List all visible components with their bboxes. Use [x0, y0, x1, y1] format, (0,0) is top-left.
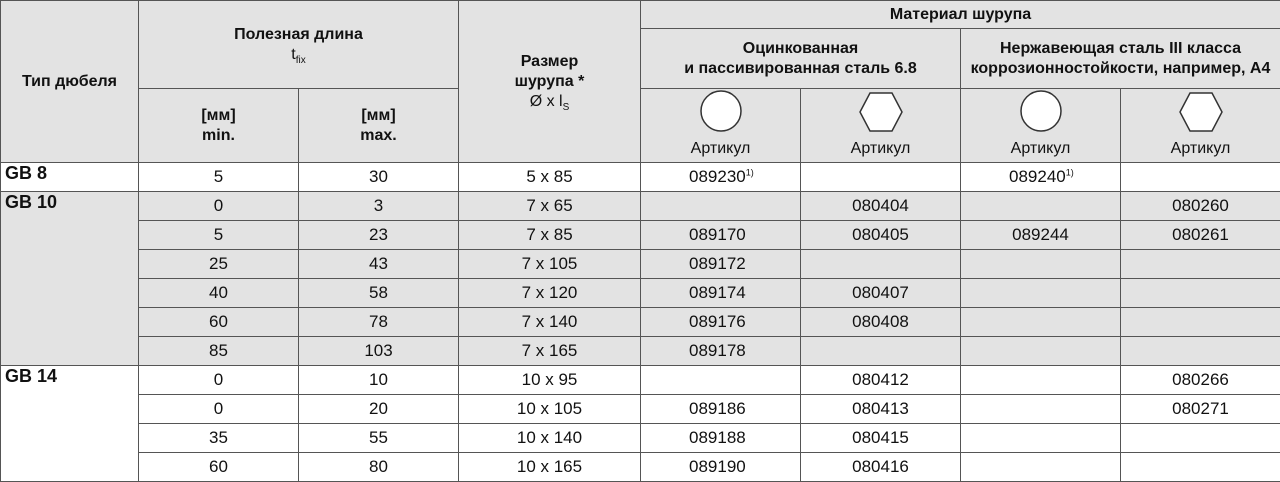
size-cell: 7 x 140 — [459, 308, 641, 337]
size-cell: 7 x 165 — [459, 337, 641, 366]
screw-size-line1: Размер — [520, 52, 579, 70]
ss-hex-cell — [1121, 250, 1280, 279]
size-cell: 7 x 65 — [459, 192, 641, 221]
max-unit: [мм] — [361, 106, 396, 124]
size-cell: 7 x 120 — [459, 279, 641, 308]
table-row — [1, 250, 1280, 279]
table-row — [1, 366, 1280, 395]
dowel-type: GB 14 — [1, 366, 139, 482]
ss-hex-cell — [1121, 279, 1280, 308]
round-head-icon — [1019, 89, 1063, 133]
zinc-steel-header — [641, 29, 961, 89]
min-cell: 25 — [139, 250, 299, 279]
zinc-hex-cell — [801, 250, 961, 279]
ss-hex-cell — [1121, 308, 1280, 337]
screw-size-line3: Ø x $l_S$ — [529, 92, 570, 113]
max-cell: 55 — [299, 424, 459, 453]
ss-round-cell — [961, 279, 1121, 308]
ss-round-cell: 089240$^{1)}$ — [961, 163, 1121, 192]
zinc-round-cell: 089174 — [641, 279, 801, 308]
size-cell: 10 x 140 — [459, 424, 641, 453]
zinc-hex-cell: 080404 — [801, 192, 961, 221]
table-row — [1, 424, 1280, 453]
ss-round-cell — [961, 395, 1121, 424]
zinc-round-cell: 089188 — [641, 424, 801, 453]
zinc-round-cell: 089178 — [641, 337, 801, 366]
max-cell: 103 — [299, 337, 459, 366]
stainless-line2: коррозионностойкости, например, А4 — [970, 59, 1271, 77]
table-row — [1, 337, 1280, 366]
max-cell: 43 — [299, 250, 459, 279]
ss-round-cell: 089244 — [961, 221, 1121, 250]
table-row — [1, 308, 1280, 337]
zinc-round-cell: 089190 — [641, 453, 801, 482]
zinc-hex-cell — [801, 163, 961, 192]
article-label: Артикул — [690, 140, 751, 157]
ss-round-cell — [961, 192, 1121, 221]
ss-hex-cell: 080261 — [1121, 221, 1280, 250]
screw-size-header — [459, 1, 641, 163]
min-cell: 60 — [139, 453, 299, 482]
article-label: Артикул — [850, 140, 911, 157]
zinc-round-cell: 089230$^{1)}$ — [641, 163, 801, 192]
ss-hex-cell — [1121, 337, 1280, 366]
stainless-line1: Нержавеющая сталь III класса — [999, 39, 1242, 57]
article-label: Артикул — [1170, 140, 1231, 157]
max-cell: 80 — [299, 453, 459, 482]
zinc-hex-cell: 080408 — [801, 308, 961, 337]
dowel-type: GB 10 — [1, 192, 139, 366]
zinc-hex-cell: 080413 — [801, 395, 961, 424]
material-header: Материал шурупа — [641, 1, 1280, 29]
length-symbol: $t_{fix}$ — [291, 45, 306, 66]
ss-round-header — [961, 89, 1121, 163]
size-cell: 10 x 165 — [459, 453, 641, 482]
zinc-round-cell — [641, 192, 801, 221]
stainless-steel-header — [961, 29, 1280, 89]
min-label: min. — [202, 126, 235, 144]
ss-round-cell — [961, 308, 1121, 337]
min-cell: 5 — [139, 221, 299, 250]
min-cell: 85 — [139, 337, 299, 366]
ss-round-cell — [961, 453, 1121, 482]
ss-hex-header — [1121, 89, 1280, 163]
table-row — [1, 192, 1280, 221]
min-cell: 0 — [139, 192, 299, 221]
table-row — [1, 163, 1280, 192]
zinc-hex-cell: 080407 — [801, 279, 961, 308]
ss-round-cell — [961, 424, 1121, 453]
zinc-round-cell: 089186 — [641, 395, 801, 424]
size-cell: 5 x 85 — [459, 163, 641, 192]
ss-hex-cell: 080260 — [1121, 192, 1280, 221]
zinc-round-cell: 089170 — [641, 221, 801, 250]
min-unit: [мм] — [201, 106, 236, 124]
zinc-line1: Оцинкованная — [742, 39, 859, 57]
ss-hex-cell: 080271 — [1121, 395, 1280, 424]
zinc-line2: и пассивированная сталь 6.8 — [684, 59, 917, 77]
max-cell: 3 — [299, 192, 459, 221]
table-row — [1, 395, 1280, 424]
max-cell: 20 — [299, 395, 459, 424]
article-label: Артикул — [1010, 140, 1071, 157]
length-header — [139, 1, 459, 89]
max-header — [299, 89, 459, 163]
max-cell: 10 — [299, 366, 459, 395]
table-row — [1, 279, 1280, 308]
ss-round-cell — [961, 337, 1121, 366]
ss-hex-cell — [1121, 163, 1280, 192]
table-row — [1, 453, 1280, 482]
min-cell: 0 — [139, 366, 299, 395]
min-cell: 40 — [139, 279, 299, 308]
zinc-round-cell: 089176 — [641, 308, 801, 337]
dowel-type: GB 8 — [1, 163, 139, 192]
ss-hex-cell — [1121, 453, 1280, 482]
round-head-icon — [699, 89, 743, 133]
zinc-round-cell: 089172 — [641, 250, 801, 279]
length-title: Полезная длина — [234, 25, 363, 43]
zinc-hex-cell — [801, 337, 961, 366]
zinc-hex-cell: 080416 — [801, 453, 961, 482]
zinc-round-cell — [641, 366, 801, 395]
zinc-hex-header — [801, 89, 961, 163]
max-cell: 78 — [299, 308, 459, 337]
table-row — [1, 221, 1280, 250]
min-cell: 35 — [139, 424, 299, 453]
hex-head-icon — [1178, 91, 1224, 133]
size-cell: 7 x 85 — [459, 221, 641, 250]
max-cell: 58 — [299, 279, 459, 308]
ss-hex-cell — [1121, 424, 1280, 453]
screw-size-line2: шурупа * — [514, 72, 585, 90]
min-cell: 0 — [139, 395, 299, 424]
min-header — [139, 89, 299, 163]
min-cell: 5 — [139, 163, 299, 192]
zinc-hex-cell: 080412 — [801, 366, 961, 395]
zinc-hex-cell: 080415 — [801, 424, 961, 453]
max-label: max. — [360, 126, 397, 144]
size-cell: 7 x 105 — [459, 250, 641, 279]
size-cell: 10 x 95 — [459, 366, 641, 395]
type-header: Тип дюбеля — [1, 1, 139, 163]
max-cell: 30 — [299, 163, 459, 192]
ss-round-cell — [961, 366, 1121, 395]
ss-round-cell — [961, 250, 1121, 279]
hex-head-icon — [858, 91, 904, 133]
zinc-round-header — [641, 89, 801, 163]
max-cell: 23 — [299, 221, 459, 250]
ss-hex-cell: 080266 — [1121, 366, 1280, 395]
zinc-hex-cell: 080405 — [801, 221, 961, 250]
size-cell: 10 x 105 — [459, 395, 641, 424]
min-cell: 60 — [139, 308, 299, 337]
